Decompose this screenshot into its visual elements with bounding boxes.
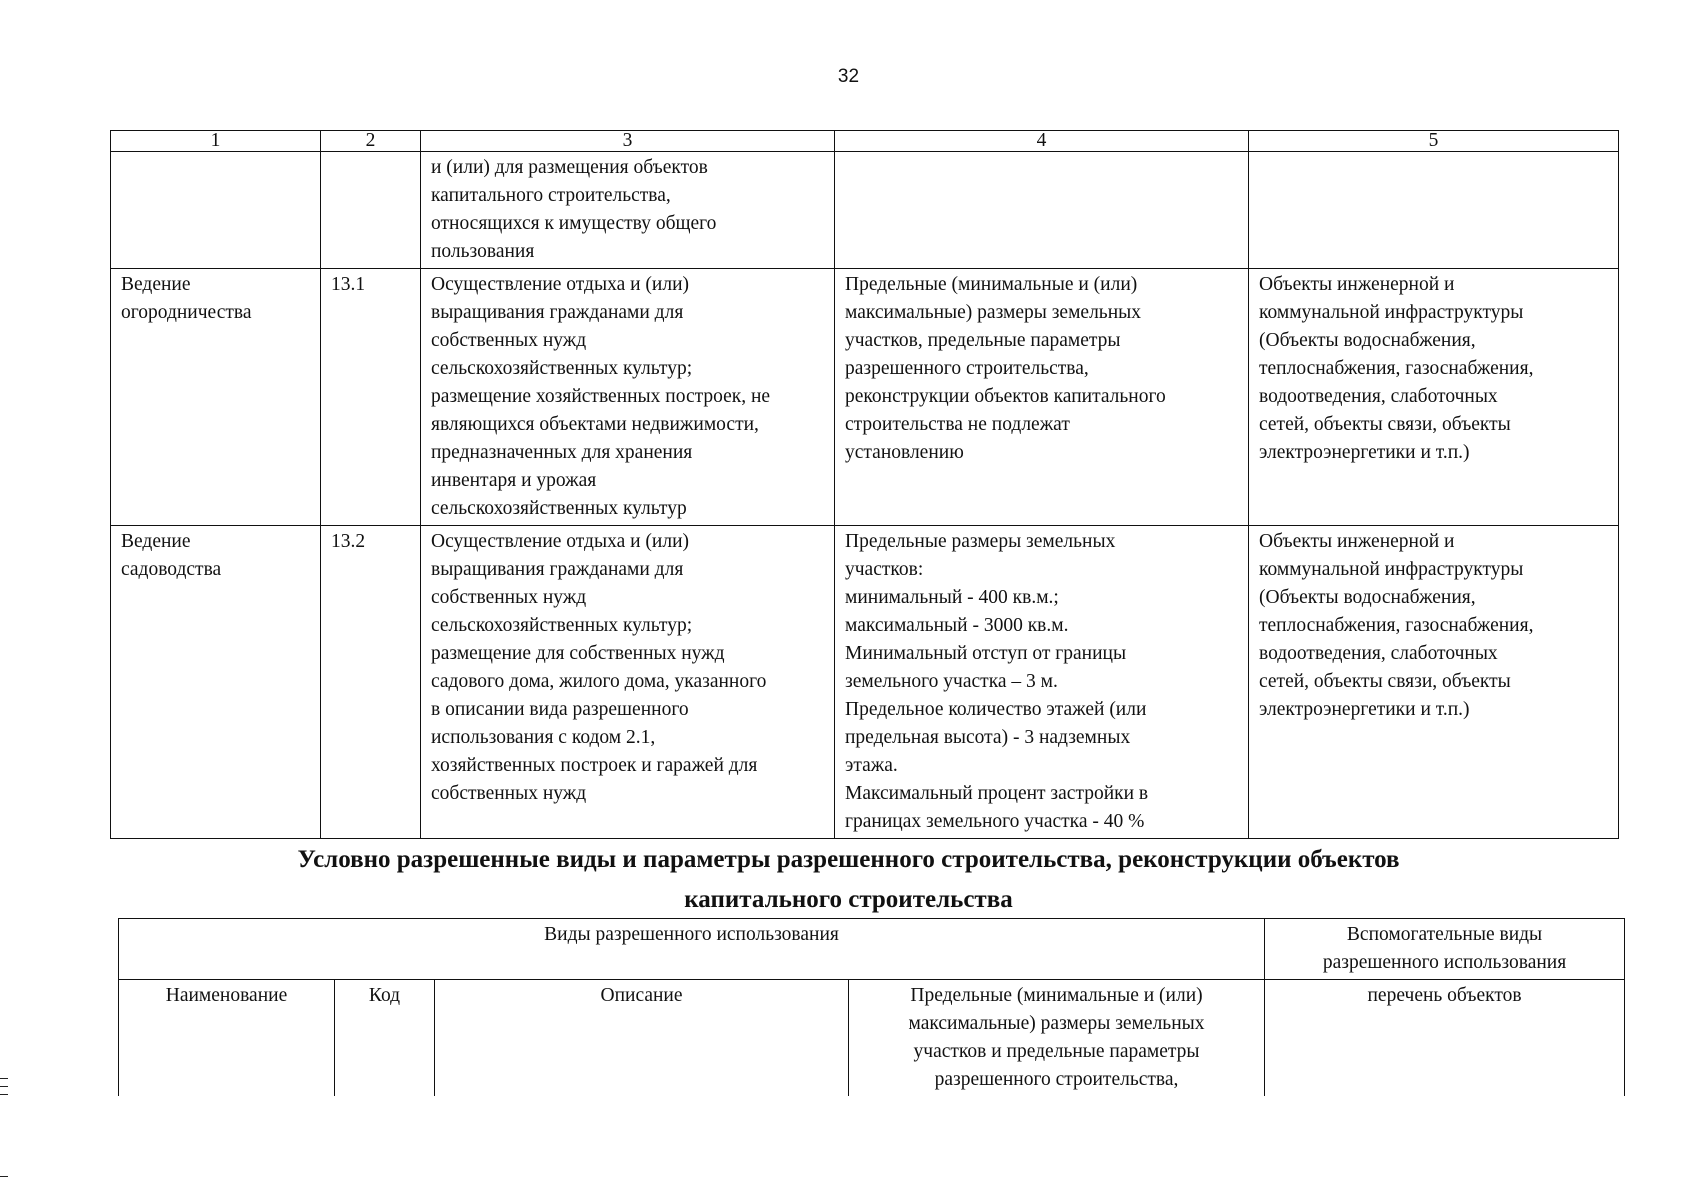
column-number: 5 bbox=[1249, 131, 1619, 152]
table-row bbox=[111, 269, 1619, 526]
margin-mark bbox=[0, 1094, 8, 1095]
column-number: 3 bbox=[421, 131, 835, 152]
use-description-cell: и (или) для размещения объектов капитального строительства, относящихся к имуществу общего пользования bbox=[421, 152, 835, 269]
column-header-parameters: Предельные (минимальные и (или) максимальные) размеры земельных участков и предельные параметры разрешенного строительства, bbox=[849, 980, 1265, 1097]
margin-mark bbox=[0, 1078, 8, 1079]
section-heading: Условно разрешенные виды и параметры разрешенного строительства, реконструкции объектов капитального строительства bbox=[297, 846, 1400, 913]
column-header-description: Описание bbox=[435, 980, 849, 1097]
margin-mark bbox=[0, 1086, 8, 1087]
group-header-auxiliary: Вспомогательные виды разрешенного использования bbox=[1265, 919, 1625, 980]
parameters-cell bbox=[835, 152, 1249, 269]
permitted-uses-table-continued bbox=[110, 130, 1619, 839]
column-header-row bbox=[119, 980, 1625, 1097]
use-code-cell bbox=[321, 152, 421, 269]
auxiliary-uses-cell: Объекты инженерной и коммунальной инфраструктуры (Объекты водоснабжения, теплоснабжения, газоснабжения, водоотведения, слаботочных сетей, объекты связи, объекты электроэнергетики и т.п.) bbox=[1249, 526, 1619, 839]
column-header-objects: перечень объектов bbox=[1265, 980, 1625, 1097]
group-header-main: Виды разрешенного использования bbox=[119, 919, 1265, 980]
use-description-cell: Осуществление отдыха и (или) выращивания гражданами для собственных нужд сельскохозяйственных культур; размещение для собственных нужд садового дома, жилого дома, указанного в описании вида разрешенного использования с кодом 2.1, хозяйственных построек и гаражей для собственных нужд bbox=[421, 526, 835, 839]
use-description-cell: Осуществление отдыха и (или) выращивания гражданами для собственных нужд сельскохозяйственных культур; размещение хозяйственных построек, не являющихся объектами недвижимости, предназначенных для хранения инвентаря и урожая сельскохозяйственных культур bbox=[421, 269, 835, 526]
use-code-cell: 13.1 bbox=[321, 269, 421, 526]
use-code-cell: 13.2 bbox=[321, 526, 421, 839]
auxiliary-uses-cell bbox=[1249, 152, 1619, 269]
parameters-cell: Предельные размеры земельных участков: минимальный - 400 кв.м.; максимальный - 3000 кв.м. Минимальный отступ от границы земельного участка – 3 м. Предельное количество этажей (или предельная высота) - 3 надземных этажа. Максимальный процент застройки в границах земельного участка - 40 % bbox=[835, 526, 1249, 839]
use-name-cell bbox=[111, 152, 321, 269]
column-number: 2 bbox=[321, 131, 421, 152]
column-header-code: Код bbox=[335, 980, 435, 1097]
use-name-cell: Ведение садоводства bbox=[111, 526, 321, 839]
conditional-uses-table bbox=[118, 918, 1625, 1096]
table-row bbox=[111, 526, 1619, 839]
column-number: 1 bbox=[111, 131, 321, 152]
margin-mark bbox=[0, 1176, 8, 1177]
column-number-row bbox=[111, 131, 1619, 152]
column-header-name: Наименование bbox=[119, 980, 335, 1097]
use-name-cell: Ведение огородничества bbox=[111, 269, 321, 526]
parameters-cell: Предельные (минимальные и (или) максимальные) размеры земельных участков, предельные параметры разрешенного строительства, реконструкции объектов капитального строительства не подлежат установлению bbox=[835, 269, 1249, 526]
page-number: 32 bbox=[837, 66, 860, 87]
group-header-row bbox=[119, 919, 1625, 980]
table-row bbox=[111, 152, 1619, 269]
auxiliary-uses-cell: Объекты инженерной и коммунальной инфраструктуры (Объекты водоснабжения, теплоснабжения, газоснабжения, водоотведения, слаботочных сетей, объекты связи, объекты электроэнергетики и т.п.) bbox=[1249, 269, 1619, 526]
column-number: 4 bbox=[835, 131, 1249, 152]
